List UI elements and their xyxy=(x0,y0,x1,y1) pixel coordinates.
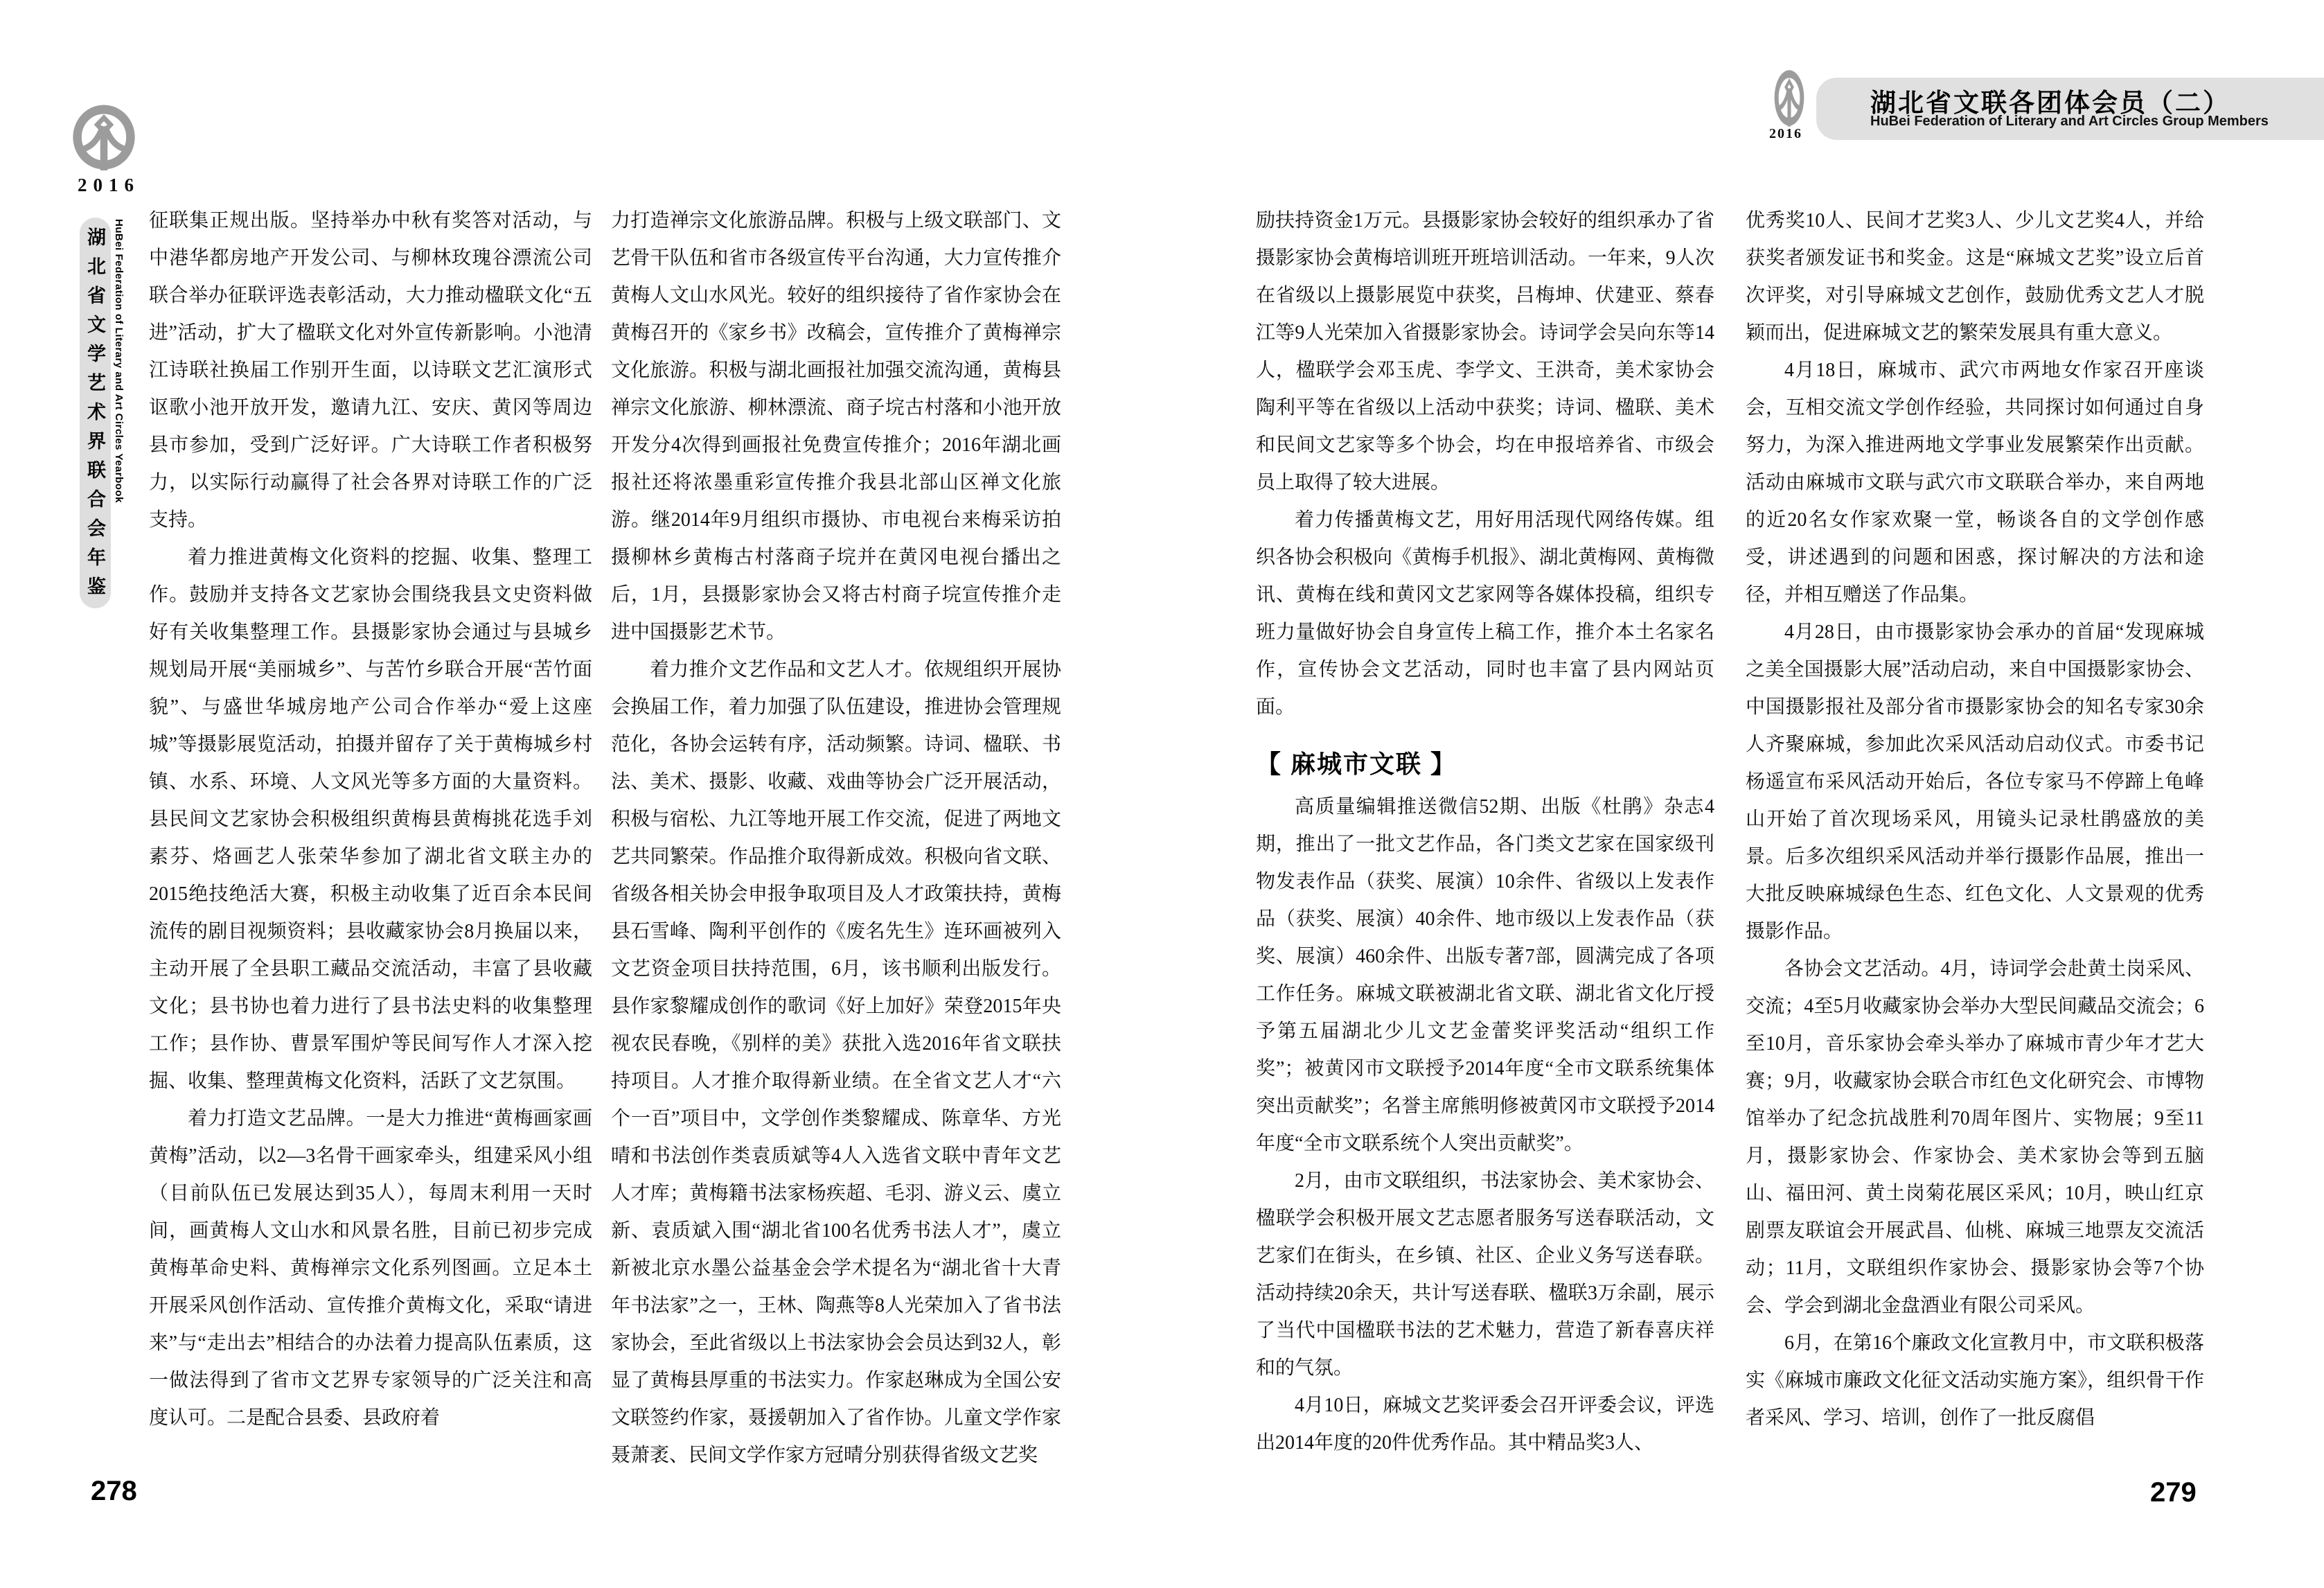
page-number-left: 278 xyxy=(91,1476,137,1506)
paragraph: 4月28日，由市摄影家协会承办的首届“发现麻城之美全国摄影大展”活动启动，来自中国摄影家协会、中国摄影报社及部分省市摄影家协会的知名专家30余人齐聚麻城，参加此次采风活动启动仪式。市委书记杨遥宣布采风活动开始后，各位专家马不停蹄上龟峰山开始了首次现场采风，用镜头记录杜鹃盛放的美景。后多次组织采风活动并举行摄影作品展，推出一大批反映麻城绿色生态、红色文化、人文景观的优秀摄影作品。 xyxy=(1746,621,2204,942)
header-title-en: HuBei Federation of Literary and Art Circles Group Members xyxy=(1870,114,2269,129)
sidebar-year: 2016 xyxy=(78,175,140,195)
sidebar-title-pill xyxy=(80,218,111,608)
text-column-3 xyxy=(1256,202,1714,1462)
sidebar-title-cn: 湖北省文学艺术界联合会年鉴 xyxy=(85,227,105,606)
paragraph: 4月18日，麻城市、武穴市两地女作家召开座谈会，互相交流文学创作经验，共同探讨如何通过自身努力，为深入推进两地文学事业发展繁荣作出贡献。活动由麻城市文联与武穴市文联联合举办，来自两地的近20名女作家欢聚一堂，畅谈各自的文学创作感受，讲述遇到的问题和困惑，探讨解决的方法和途径，并相互赠送了作品集。 xyxy=(1746,360,2204,606)
wenlian-emblem-icon xyxy=(71,104,137,173)
section-heading-machengshi-wenlian: 【 麻城市文联 】 xyxy=(1256,750,1457,778)
paragraph: 优秀奖10人、民间才艺奖3人、少儿文艺奖4人，并给获奖者颁发证书和奖金。这是“麻城文艺奖”设立后首次评奖，对引导麻城文艺创作，鼓励优秀文艺人才脱颖而出，促进麻城文艺的繁荣发展具有重大意义。 xyxy=(1746,210,2204,344)
text-column-2 xyxy=(611,202,1061,1474)
header-year: 2016 xyxy=(1769,126,1802,141)
paragraph: 征联集正规出版。坚持举办中秋有奖答对活动，与中港华都房地产开发公司、与柳林玫瑰谷漂流公司联合举办征联评选表彰活动，大力推动楹联文化“五进”活动，扩大了楹联文化对外宣传新影响。小池清江诗联社换届工作别开生面，以诗联文艺汇演形式讴歌小池开放开发，邀请九江、安庆、黄冈等周边县市参加，受到广泛好评。广大诗联工作者积极努力，以实际行动赢得了社会各界对诗联工作的广泛支持。 xyxy=(149,210,592,531)
paragraph: 着力传播黄梅文艺，用好用活现代网络传媒。组织各协会积极向《黄梅手机报》、湖北黄梅网、黄梅微讯、黄梅在线和黄冈文艺家网等各媒体投稿，组织专班力量做好协会自身宣传上稿工作，推介本土名家名作，宣传协会文艺活动，同时也丰富了县内网站页面。 xyxy=(1256,509,1714,718)
paragraph: 着力推介文艺作品和文艺人才。依规组织开展协会换届工作，着力加强了队伍建设，推进协会管理规范化，各协会运转有序，活动频繁。诗词、楹联、书法、美术、摄影、收藏、戏曲等协会广泛开展活动，积极与宿松、九江等地开展工作交流，促进了两地文艺共同繁荣。作品推介取得新成效。积极向省文联、省级各相关协会申报争取项目及人才政策扶持，黄梅县石雪峰、陶利平创作的《废名先生》连环画被列入文艺资金项目扶持范围，6月，该书顺利出版发行。县作家黎耀成创作的歌词《好上加好》荣登2015年央视农民春晚，《别样的美》获批入选2016年省文联扶持项目。人才推介取得新业绩。在全省文艺人才“六个一百”项目中，文学创作类黎耀成、陈章华、方光晴和书法创作类袁质斌等4人入选省文联中青年文艺人才库；黄梅籍书法家杨疾超、毛羽、游义云、虞立新、袁质斌入围“湖北省100名优秀书法人才”，虞立新被北京水墨公益基金会学术提名为“湖北省十大青年书法家”之一，王林、陶燕等8人光荣加入了省书法家协会，至此省级以上书法家协会会员达到32人，彰显了黄梅县厚重的书法实力。作家赵琳成为全国公安文联签约作家，聂援朝加入了省作协。儿童文学作家聂萧袤、民间文学作家方冠晴分别获得省级文艺奖 xyxy=(611,659,1061,1466)
paragraph: 着力打造文艺品牌。一是大力推进“黄梅画家画黄梅”活动，以2—3名骨干画家牵头，组建采风小组（目前队伍已发展达到35人），每周末利用一天时间，画黄梅人文山水和风景名胜，目前已初步完成黄梅革命史料、黄梅禅宗文化系列图画。立足本土开展采风创作活动、宣传推介黄梅文化，采取“请进来”与“走出去”相结合的办法着力提高队伍素质，这一做法得到了省市文艺界专家领导的广泛关注和高度认可。二是配合县委、县政府着 xyxy=(149,1108,592,1429)
paragraph: 6月，在第16个廉政文化宣教月中，市文联积极落实《麻城市廉政文化征文活动实施方案》，组织骨干作者采风、学习、培训，创作了一批反腐倡 xyxy=(1746,1332,2204,1429)
paragraph: 高质量编辑推送微信52期、出版《杜鹃》杂志4期，推出了一批文艺作品，各门类文艺家在国家级刊物发表作品（获奖、展演）10余件、省级以上发表作品（获奖、展演）40余件、地市级以上发表作品（获奖、展演）460余件、出版专著7部，圆满完成了各项工作任务。麻城文联被湖北省文联、湖北省文化厅授予第五届湖北少儿文艺金蕾奖评奖活动“组织工作奖”；被黄冈市文联授予2014年度“全市文联系统集体突出贡献奖”；名誉主席熊明修被黄冈市文联授予2014年度“全市文联系统个人突出贡献奖”。 xyxy=(1256,796,1714,1154)
paragraph: 各协会文艺活动。4月，诗词学会赴黄土岗采风、交流；4至5月收藏家协会举办大型民间藏品交流会；6至10月，音乐家协会牵头举办了麻城市青少年才艺大赛；9月，收藏家协会联合市红色文化研究会、市博物馆举办了纪念抗战胜利70周年图片、实物展；9至11月，摄影家协会、作家协会、美术家协会等到五脑山、福田河、黄土岗菊花展区采风；10月，映山红京剧票友联谊会开展武昌、仙桃、麻城三地票友交流活动；11月，文联组织作家协会、摄影家协会等7个协会、学会到湖北金盘酒业有限公司采风。 xyxy=(1746,958,2204,1316)
paragraph: 励扶持资金1万元。县摄影家协会较好的组织承办了省摄影家协会黄梅培训班开班培训活动。一年来，9人次在省级以上摄影展览中获奖，吕梅坤、伏建亚、蔡春江等9人光荣加入省摄影家协会。诗词学会吴向东等14人，楹联学会邓玉虎、李学文、王洪奇，美术家协会陶利平等在省级以上活动中获奖；诗词、楹联、美术和民间文艺家等多个协会，均在申报培养省、市级会员上取得了较大进展。 xyxy=(1256,210,1714,493)
paragraph: 力打造禅宗文化旅游品牌。积极与上级文联部门、文艺骨干队伍和省市各级宣传平台沟通，大力宣传推介黄梅人文山水风光。较好的组织接待了省作家协会在黄梅召开的《家乡书》改稿会，宣传推介了黄梅禅宗文化旅游。积极与湖北画报社加强交流沟通，黄梅县禅宗文化旅游、柳林漂流、商子垸古村落和小池开放开发分4次得到画报社免费宣传推介；2016年湖北画报社还将浓墨重彩宣传推介我县北部山区禅文化旅游。继2014年9月组织市摄协、市电视台来梅采访拍摄柳林乡黄梅古村落商子垸并在黄冈电视台播出之后，1月，县摄影家协会又将古村商子垸宣传推介走进中国摄影艺术节。 xyxy=(611,210,1061,643)
paragraph: 着力推进黄梅文化资料的挖掘、收集、整理工作。鼓励并支持各文艺家协会围绕我县文史资料做好有关收集整理工作。县摄影家协会通过与县城乡规划局开展“美丽城乡”、与苦竹乡联合开展“苦竹面貌”、与盛世华城房地产公司合作举办“爱上这座城”等摄影展览活动，拍摄并留存了关于黄梅城乡村镇、水系、环境、人文风光等多方面的大量资料。县民间文艺家协会积极组织黄梅县黄梅挑花选手刘素芬、烙画艺人张荣华参加了湖北省文联主办的2015绝技绝活大赛，积极主动收集了近百余本民间流传的剧目视频资料；县收藏家协会8月换届以来，主动开展了全县职工藏品交流活动，丰富了县收藏文化；县书协也着力进行了县书法史料的收集整理工作；县作协、曹景军围炉等民间写作人才深入挖掘、收集、整理黄梅文化资料，活跃了文艺氛围。 xyxy=(149,547,592,1092)
page-number-right: 279 xyxy=(2150,1477,2197,1508)
wenlian-emblem-small-icon xyxy=(1773,69,1805,129)
header-title-banner xyxy=(1816,78,2324,140)
text-column-1 xyxy=(149,202,592,1437)
paragraph: 4月10日，麻城文艺奖评委会召开评委会议，评选出2014年度的20件优秀作品。其中精品奖3人、 xyxy=(1256,1395,1714,1454)
sidebar-title-en: HuBei Federation of Literary and Art Circles Yearbook xyxy=(113,219,125,503)
header-title-cn: 湖北省文联各团体会员（二） xyxy=(1870,89,2230,117)
text-column-4 xyxy=(1746,202,2204,1437)
paragraph: 2月，由市文联组织，书法家协会、美术家协会、楹联学会积极开展文艺志愿者服务写送春联活动，文艺家们在街头，在乡镇、社区、企业义务写送春联。活动持续20余天，共计写送春联、楹联3万余副，展示了当代中国楹联书法的艺术魅力，营造了新春喜庆祥和的气氛。 xyxy=(1256,1170,1714,1379)
